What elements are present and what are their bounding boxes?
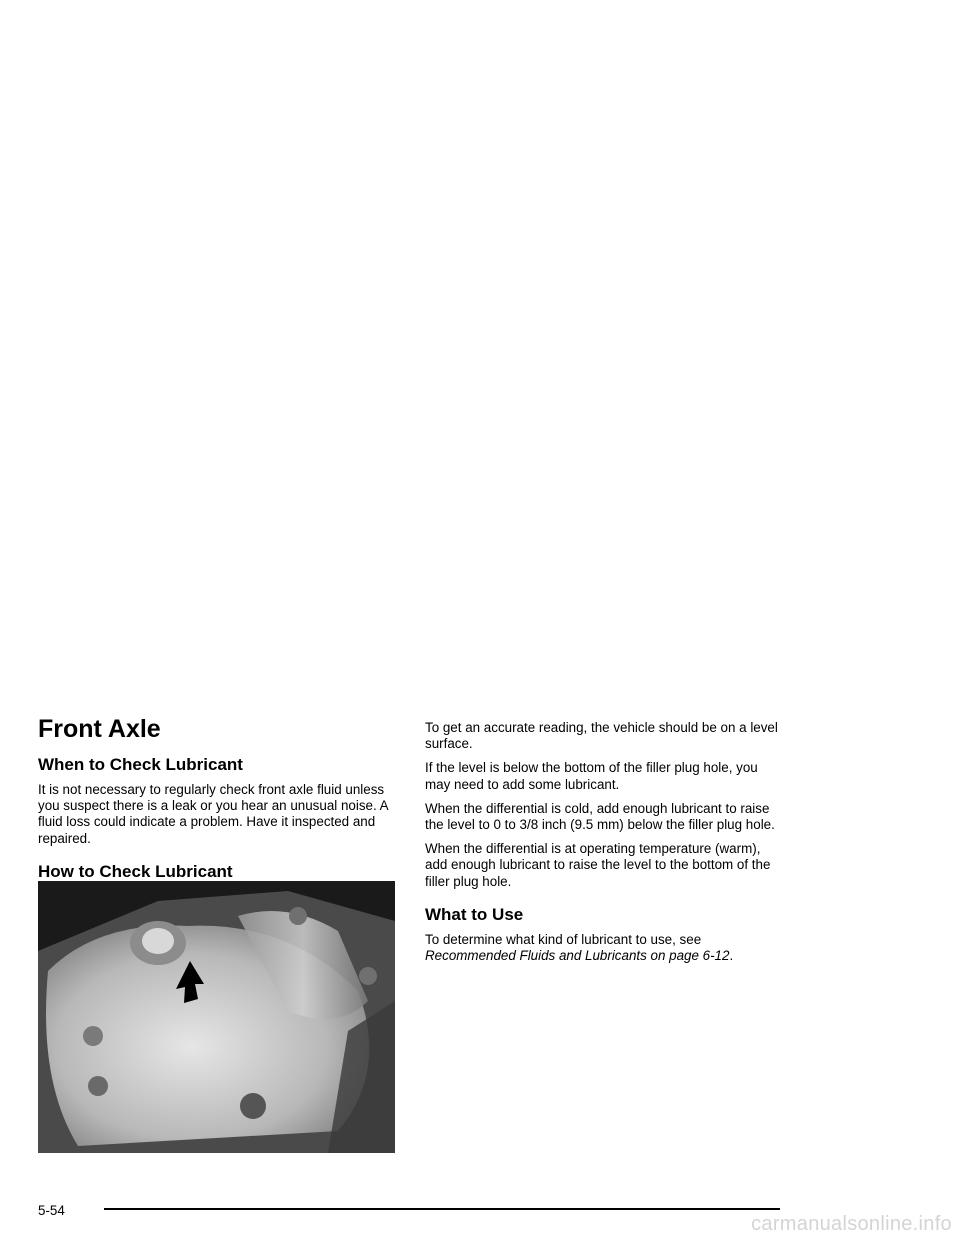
use-text — [425, 932, 785, 964]
when-text: It is not necessary to regularly check front axle fluid unless you suspect there is a leak or you hear an unusual noise. A fluid loss could indicate a problem. Have it inspected and repaired. — [38, 782, 388, 846]
when-heading: When to Check Lubricant — [38, 755, 243, 774]
axle-photo — [38, 881, 395, 1153]
paragraph-2: If the level is below the bottom of the filler plug hole, you may need to add some lubricant. — [425, 760, 758, 792]
how-heading: How to Check Lubricant — [38, 861, 233, 881]
page-number: 5-54 — [38, 1203, 65, 1218]
use-heading: What to Use — [425, 904, 524, 924]
paragraph-4: When the differential is at operating temperature (warm), add enough lubricant to raise the level to the bottom of the filler plug hole. — [425, 841, 771, 889]
footer-rule — [104, 1208, 780, 1210]
fluids-reference-link[interactable]: Recommended Fluids and Lubricants on page 6-12 — [425, 948, 730, 964]
left-column — [38, 712, 398, 889]
paragraph-3: When the differential is cold, add enough lubricant to raise the level to 0 to 3/8 inch (9.5 mm) below the filler plug hole. — [425, 800, 775, 833]
section-title: Front Axle — [38, 715, 161, 743]
use-text-prefix: To determine what kind of lubricant to use, see — [425, 931, 702, 947]
use-text-suffix: . — [729, 948, 734, 964]
axle-illustration — [38, 881, 395, 1153]
right-column — [425, 720, 785, 972]
paragraph-1: To get an accurate reading, the vehicle should be on a level surface. — [425, 720, 778, 752]
watermark: carmanualsonline.info — [751, 1213, 952, 1235]
